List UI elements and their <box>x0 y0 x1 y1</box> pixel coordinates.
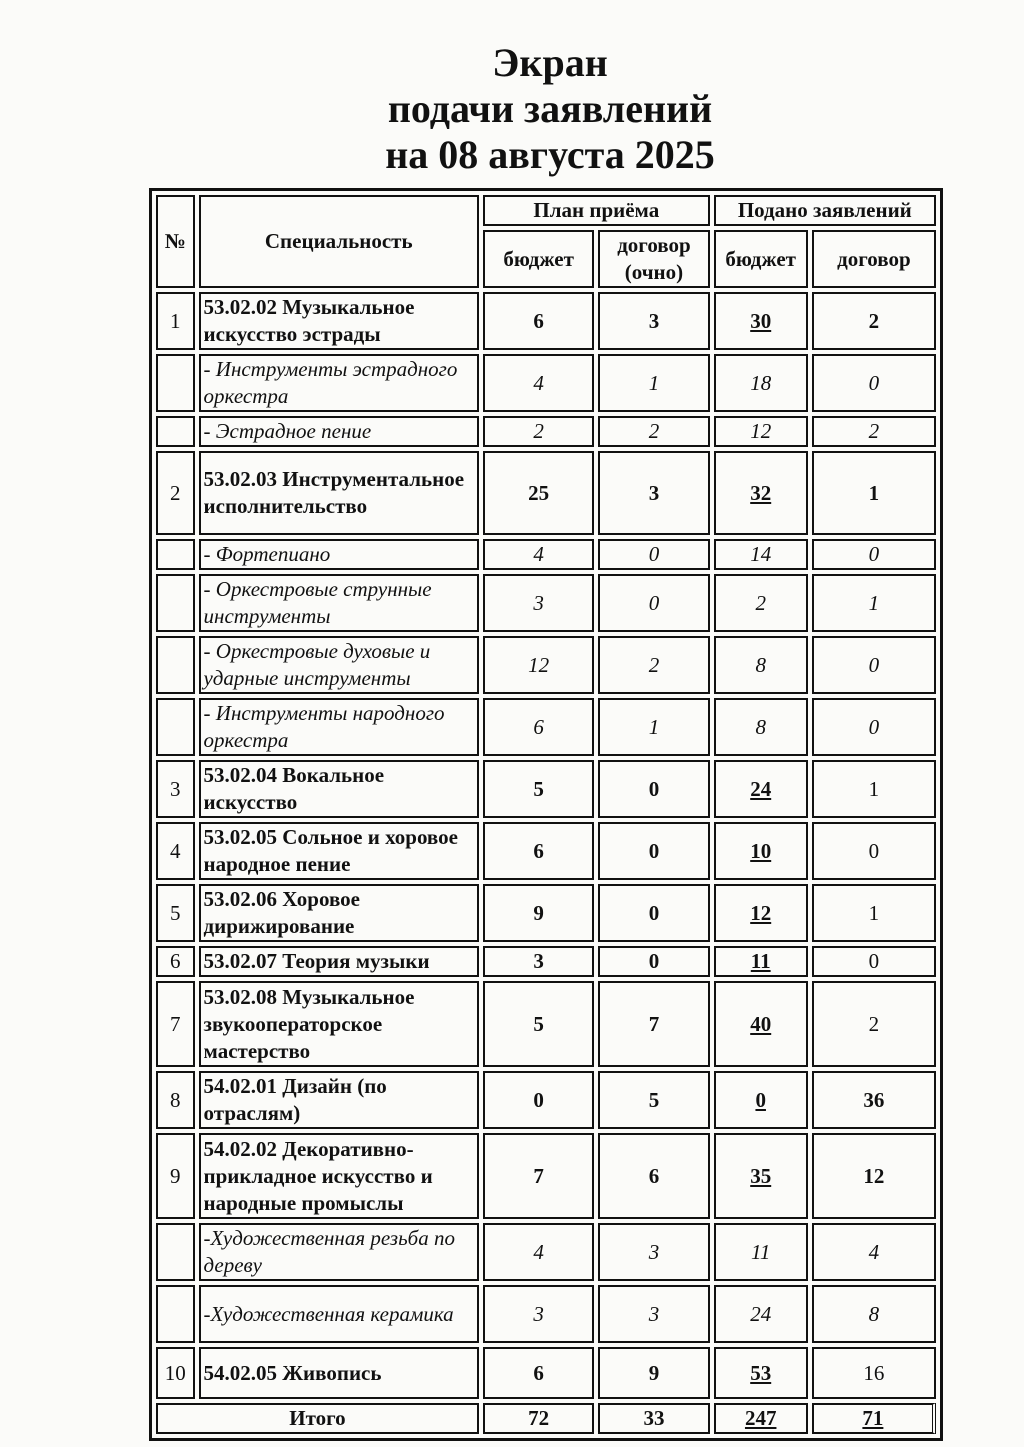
table-body <box>156 292 936 1399</box>
specialty-name: - Оркестровые струнные инструменты <box>199 574 479 632</box>
specialty-name: 54.02.05 Живопись <box>199 1347 479 1399</box>
plan-contract-value: 0 <box>598 574 709 632</box>
submitted-budget-value: 8 <box>714 698 808 756</box>
plan-contract-value: 0 <box>598 884 709 942</box>
submitted-contract-value: 0 <box>812 698 936 756</box>
submitted-budget-value: 18 <box>714 354 808 412</box>
submitted-budget-value: 0 <box>714 1071 808 1129</box>
submitted-contract-value: 0 <box>812 636 936 694</box>
specialty-row <box>156 760 936 818</box>
row-number: 7 <box>156 981 195 1067</box>
plan-budget-value: 9 <box>483 884 594 942</box>
sub-specialty-row <box>156 636 936 694</box>
submitted-contract-value: 2 <box>812 416 936 447</box>
sub-specialty-row <box>156 1285 936 1343</box>
specialty-row <box>156 946 936 977</box>
plan-budget-value: 25 <box>483 451 594 535</box>
plan-contract-value: 2 <box>598 636 709 694</box>
row-number <box>156 354 195 412</box>
specialty-row <box>156 884 936 942</box>
row-number <box>156 1223 195 1281</box>
plan-contract-value: 5 <box>598 1071 709 1129</box>
specialty-name: 53.02.05 Сольное и хоровое народное пение <box>199 822 479 880</box>
total-submitted-budget: 247 <box>714 1403 808 1434</box>
specialty-name: -Художественная резьба по дереву <box>199 1223 479 1281</box>
row-number <box>156 698 195 756</box>
specialty-name: 53.02.06 Хоровое дирижирование <box>199 884 479 942</box>
submitted-contract-value: 12 <box>812 1133 936 1219</box>
plan-contract-value: 1 <box>598 698 709 756</box>
plan-budget-value: 6 <box>483 292 594 350</box>
submitted-contract-value: 0 <box>812 822 936 880</box>
row-number: 4 <box>156 822 195 880</box>
specialty-name: - Инструменты эстрадного оркестра <box>199 354 479 412</box>
submitted-budget-value: 24 <box>714 760 808 818</box>
header-num: № <box>156 195 195 288</box>
row-number: 5 <box>156 884 195 942</box>
total-row <box>156 1403 936 1434</box>
submitted-budget-value: 32 <box>714 451 808 535</box>
specialty-row <box>156 1071 936 1129</box>
plan-budget-value: 3 <box>483 1285 594 1343</box>
plan-contract-value: 0 <box>598 539 709 570</box>
row-number: 3 <box>156 760 195 818</box>
plan-budget-value: 7 <box>483 1133 594 1219</box>
submitted-budget-value: 53 <box>714 1347 808 1399</box>
plan-contract-value: 3 <box>598 1285 709 1343</box>
plan-contract-value: 6 <box>598 1133 709 1219</box>
plan-budget-value: 6 <box>483 698 594 756</box>
specialty-row <box>156 451 936 535</box>
plan-contract-value: 1 <box>598 354 709 412</box>
plan-contract-value: 3 <box>598 451 709 535</box>
header-plan-budget: бюджет <box>483 230 594 288</box>
title-line-1: Экран <box>492 40 608 85</box>
submitted-contract-value: 0 <box>812 354 936 412</box>
plan-budget-value: 6 <box>483 822 594 880</box>
plan-budget-value: 3 <box>483 946 594 977</box>
total-submitted-contract: 71 <box>812 1403 936 1434</box>
plan-contract-value: 0 <box>598 822 709 880</box>
specialty-name: -Художественная керамика <box>199 1285 479 1343</box>
plan-budget-value: 6 <box>483 1347 594 1399</box>
submitted-contract-value: 16 <box>812 1347 936 1399</box>
plan-contract-value: 9 <box>598 1347 709 1399</box>
row-number <box>156 416 195 447</box>
specialty-name: 53.02.02 Музыкальное искусство эстрады <box>199 292 479 350</box>
submitted-budget-value: 40 <box>714 981 808 1067</box>
total-plan-budget: 72 <box>483 1403 594 1434</box>
row-number: 1 <box>156 292 195 350</box>
plan-contract-value: 3 <box>598 1223 709 1281</box>
submitted-contract-value: 1 <box>812 760 936 818</box>
header-plan-contract: договор (очно) <box>598 230 709 288</box>
specialty-name: - Инструменты народного оркестра <box>199 698 479 756</box>
submitted-contract-value: 1 <box>812 451 936 535</box>
header-submitted-budget: бюджет <box>714 230 808 288</box>
submitted-budget-value: 12 <box>714 416 808 447</box>
row-number: 8 <box>156 1071 195 1129</box>
header-submitted-contract: договор <box>812 230 936 288</box>
submitted-contract-value: 4 <box>812 1223 936 1281</box>
plan-budget-value: 5 <box>483 981 594 1067</box>
submitted-contract-value: 8 <box>812 1285 936 1343</box>
submitted-budget-value: 14 <box>714 539 808 570</box>
submitted-budget-value: 35 <box>714 1133 808 1219</box>
submitted-contract-value: 2 <box>812 292 936 350</box>
specialty-name: 53.02.07 Теория музыки <box>199 946 479 977</box>
submitted-contract-value: 2 <box>812 981 936 1067</box>
sub-specialty-row <box>156 354 936 412</box>
submitted-budget-value: 30 <box>714 292 808 350</box>
submitted-contract-value: 1 <box>812 574 936 632</box>
row-number: 6 <box>156 946 195 977</box>
specialty-row <box>156 1133 936 1219</box>
header-plan: План приёма <box>483 195 710 226</box>
submitted-budget-value: 11 <box>714 946 808 977</box>
plan-contract-value: 3 <box>598 292 709 350</box>
plan-budget-value: 12 <box>483 636 594 694</box>
title-line-2: подачи заявлений <box>387 86 713 131</box>
row-number <box>156 636 195 694</box>
plan-contract-value: 0 <box>598 946 709 977</box>
submitted-contract-value: 36 <box>812 1071 936 1129</box>
row-number <box>156 1285 195 1343</box>
plan-contract-value: 2 <box>598 416 709 447</box>
specialty-name: 53.02.03 Инструментальное исполнительство <box>199 451 479 535</box>
specialty-row <box>156 822 936 880</box>
total-plan-contract: 33 <box>598 1403 709 1434</box>
title-line-3: на 08 августа 2025 <box>385 132 715 177</box>
header-specialty: Специальность <box>199 195 479 288</box>
plan-budget-value: 5 <box>483 760 594 818</box>
total-label: Итого <box>156 1403 479 1434</box>
submitted-budget-value: 10 <box>714 822 808 880</box>
specialty-name: 53.02.04 Вокальное искусство <box>199 760 479 818</box>
specialty-row <box>156 981 936 1067</box>
row-number: 2 <box>156 451 195 535</box>
row-number: 10 <box>156 1347 195 1399</box>
submitted-budget-value: 12 <box>714 884 808 942</box>
submitted-contract-value: 1 <box>812 884 936 942</box>
document-title <box>0 40 1024 178</box>
sub-specialty-row <box>156 1223 936 1281</box>
submitted-budget-value: 2 <box>714 574 808 632</box>
sub-specialty-row <box>156 416 936 447</box>
specialty-name: 54.02.02 Декоративно-прикладное искусство и народные промыслы <box>199 1133 479 1219</box>
plan-budget-value: 4 <box>483 539 594 570</box>
submitted-budget-value: 11 <box>714 1223 808 1281</box>
specialty-row <box>156 292 936 350</box>
row-number: 9 <box>156 1133 195 1219</box>
submitted-budget-value: 8 <box>714 636 808 694</box>
plan-budget-value: 4 <box>483 354 594 412</box>
row-number <box>156 574 195 632</box>
specialty-name: 53.02.08 Музыкальное звукооператорское мастерство <box>199 981 479 1067</box>
specialty-name: - Эстрадное пение <box>199 416 479 447</box>
plan-budget-value: 2 <box>483 416 594 447</box>
sub-specialty-row <box>156 539 936 570</box>
row-number <box>156 539 195 570</box>
specialty-name: - Фортепиано <box>199 539 479 570</box>
submitted-contract-value: 0 <box>812 946 936 977</box>
header-submitted: Подано заявлений <box>714 195 936 226</box>
applications-table <box>149 188 943 1441</box>
specialty-name: - Оркестровые духовые и ударные инструменты <box>199 636 479 694</box>
specialty-row <box>156 1347 936 1399</box>
submitted-contract-value: 0 <box>812 539 936 570</box>
plan-budget-value: 3 <box>483 574 594 632</box>
plan-budget-value: 4 <box>483 1223 594 1281</box>
sub-specialty-row <box>156 698 936 756</box>
plan-contract-value: 0 <box>598 760 709 818</box>
sub-specialty-row <box>156 574 936 632</box>
submitted-budget-value: 24 <box>714 1285 808 1343</box>
plan-budget-value: 0 <box>483 1071 594 1129</box>
specialty-name: 54.02.01 Дизайн (по отраслям) <box>199 1071 479 1129</box>
plan-contract-value: 7 <box>598 981 709 1067</box>
